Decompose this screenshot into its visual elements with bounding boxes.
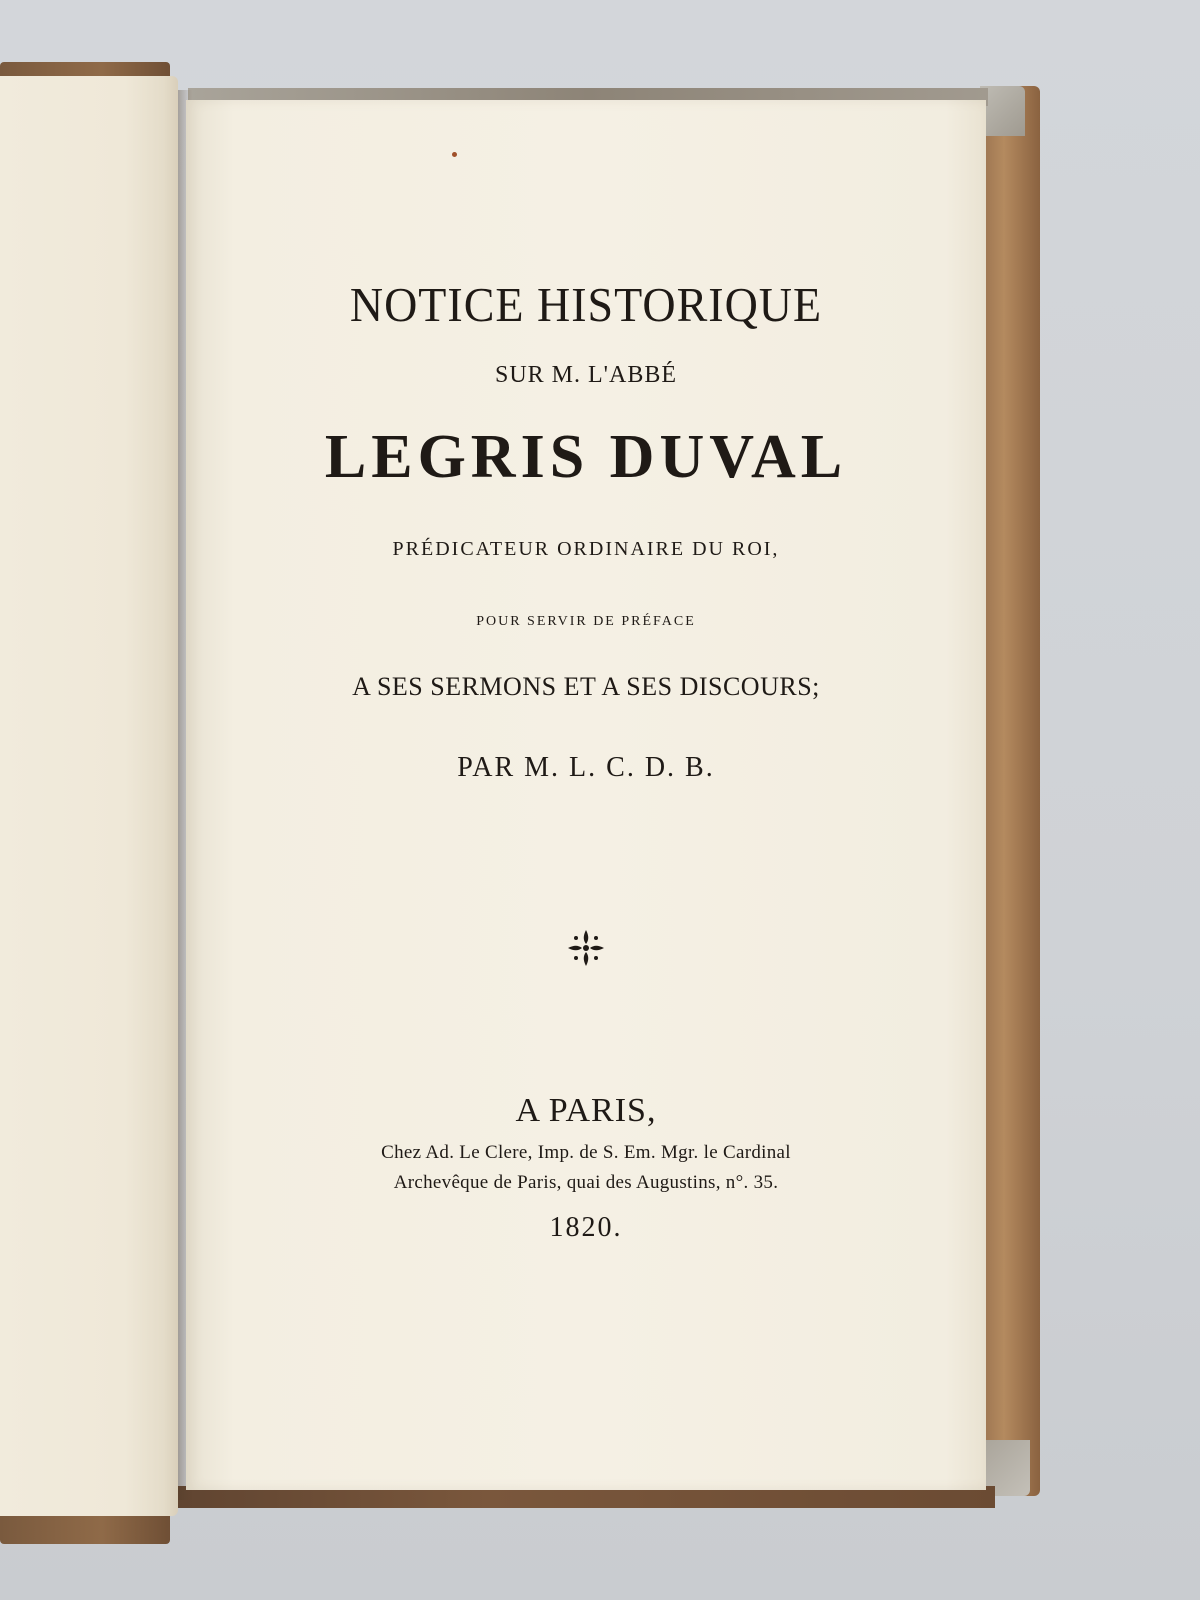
author-line: PAR M. L. C. D. B.: [457, 752, 715, 783]
right-cover-edge: [980, 86, 1040, 1496]
purpose-continued: A SES SERMONS ET A SES DISCOURS;: [352, 672, 820, 701]
title-page: [186, 100, 986, 1490]
book-subtitle: SUR M. L'ABBÉ: [494, 362, 678, 388]
purpose-line: POUR SERVIR DE PRÉFACE: [476, 614, 696, 629]
imprint-line-1: Chez Ad. Le Clere, Imp. de S. Em. Mgr. le Cardinal: [381, 1142, 791, 1163]
title-page-text: [186, 100, 986, 1490]
subject-name: LEGRIS DUVAL: [324, 423, 848, 491]
left-page: [0, 76, 178, 1516]
book-title: NOTICE HISTORIQUE: [349, 277, 823, 332]
subject-role: PRÉDICATEUR ORDINAIRE DU ROI,: [392, 538, 780, 560]
fleuron-icon: [186, 928, 986, 975]
imprint-line-2: Archevêque de Paris, quai des Augustins, n°. 35.: [393, 1172, 779, 1193]
imprint-city: A PARIS,: [515, 1092, 657, 1129]
imprint-year: 1820.: [549, 1212, 623, 1243]
